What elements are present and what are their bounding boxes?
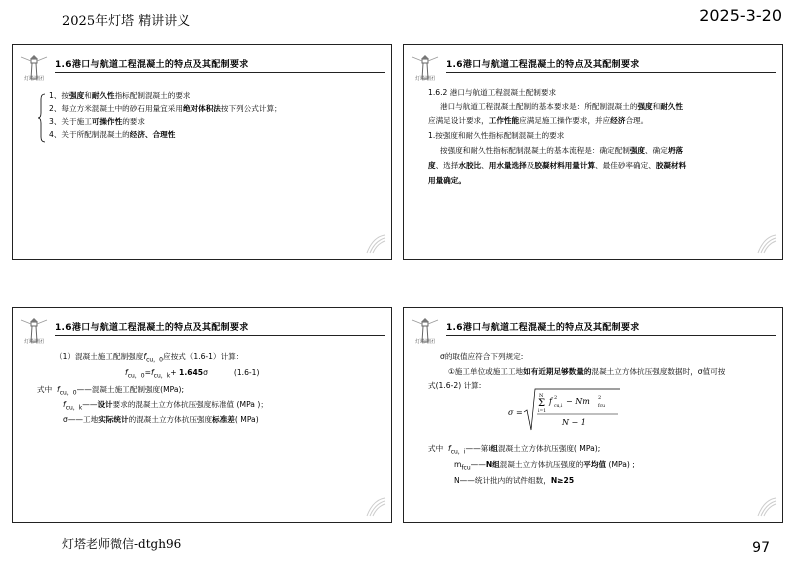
paragraph-line: 按强度和耐久性指标配制混凝土的基本流程是：确定配制强度、确定坍落 [440, 146, 683, 155]
rule-intro: σ的取值应符合下列规定: [440, 352, 524, 361]
swirl-decoration-icon [365, 496, 387, 518]
subsection-heading: 1.按强度和耐久性指标配制混凝土的要求 [428, 131, 565, 140]
logo-text: 灯塔增团 [414, 76, 435, 82]
slide-title: 1.6港口与航道工程混凝土的特点及其配制要求 [446, 60, 640, 70]
definition-line: 式中 $f_{cu,i}——$第i组混凝土立方体抗压强度( MPa); [428, 444, 601, 456]
svg-text:Σ: Σ [538, 398, 546, 409]
slide-title: 1.6港口与航道工程混凝土的特点及其配制要求 [55, 323, 249, 333]
title-divider [55, 72, 385, 73]
swirl-decoration-icon [756, 233, 778, 255]
definition-line: σ——工地实际统计的混凝土立方体抗压强度标准差( MPa) [63, 415, 259, 424]
svg-text:cu,i: cu,i [554, 404, 563, 409]
slide-2 [403, 44, 783, 260]
svg-text:i=1: i=1 [538, 409, 547, 414]
footer-contact: 灯塔老师微信-dtgh96 [62, 537, 182, 551]
svg-text:− Nm: − Nm [566, 397, 590, 406]
svg-text:N: N [539, 393, 544, 399]
svg-text:fcu: fcu [598, 404, 606, 409]
title-divider [55, 335, 385, 336]
svg-text:2: 2 [598, 395, 602, 401]
header-date: 2025-3-20 [699, 6, 782, 25]
header-title: 2025年灯塔 精讲讲义 [62, 14, 191, 29]
definition-line: $m_{fcu}——N$组混凝土立方体抗压强度的平均值 (MPa) ; [454, 460, 635, 472]
swirl-decoration-icon [365, 233, 387, 255]
page-number: 97 [752, 540, 770, 556]
paragraph-line: 用量确定。 [428, 176, 466, 185]
logo-text: 灯塔增团 [23, 76, 44, 82]
svg-text:N − 1: N − 1 [562, 418, 586, 427]
list-item: 2、每立方米混凝土中的砂石用量宜采用绝对体积法按下列公式计算； [49, 104, 282, 113]
formula-1-6-2 [508, 386, 622, 436]
slide-1 [12, 44, 392, 260]
title-divider [446, 72, 776, 73]
definition-line: $f_{cu,k}——$设计要求的混凝土立方体抗压强度标准值 (MPa )； [63, 400, 268, 412]
section-heading: 1.6.2 港口与航道工程混凝土配制要求 [428, 88, 557, 97]
title-divider [446, 335, 776, 336]
svg-text:2: 2 [554, 395, 558, 401]
list-item: 1、按强度和耐久性指标配制混凝土的要求 [49, 91, 191, 100]
svg-text:f: f [549, 397, 552, 406]
paragraph-line: 应满足设计要求，工作性能应满足施工操作要求，并应经济合理。 [428, 116, 649, 125]
logo-text: 灯塔增团 [414, 339, 435, 345]
swirl-decoration-icon [756, 496, 778, 518]
brace-icon [38, 93, 46, 143]
list-item: 3、关于施工可操作性的要求 [49, 117, 145, 126]
slide-title: 1.6港口与航道工程混凝土的特点及其配制要求 [446, 323, 640, 333]
slide-3 [12, 307, 392, 523]
slide-title: 1.6港口与航道工程混凝土的特点及其配制要求 [55, 60, 249, 70]
slide-4 [403, 307, 783, 523]
list-item: 4、关于所配制混凝土的经济、合理性 [49, 130, 176, 139]
paragraph-line: ①施工单位或施工工地如有近期足够数量的混凝土立方体抗压强度数据时，σ值可按 [448, 367, 726, 376]
formula-intro: （1）混凝土施工配制强度$f_{cu,0}$应按式（1.6-1）计算： [55, 352, 244, 364]
definition-line: N——统计批内的试件组数，N≥25 [454, 476, 575, 485]
logo-text: 灯塔增团 [23, 339, 44, 345]
paragraph-line: 度、选择水胶比、用水量选择及胶凝材料用量计算、最佳砂率确定、胶凝材料 [428, 161, 687, 170]
paragraph-line: 式(1.6-2) 计算: [428, 381, 482, 390]
formula-1-6-1: $f_{cu,0}=f_{cu,k}+ 1.645\sigma$ (1.6-1) [125, 368, 260, 380]
paragraph-line: 港口与航道工程混凝土配制的基本要求是：所配制混凝土的强度和耐久性 [440, 102, 683, 111]
svg-text:σ =: σ = [508, 408, 523, 417]
definition-line: 式中 $f_{cu,0}——$混凝土施工配制强度(MPa); [37, 385, 185, 397]
